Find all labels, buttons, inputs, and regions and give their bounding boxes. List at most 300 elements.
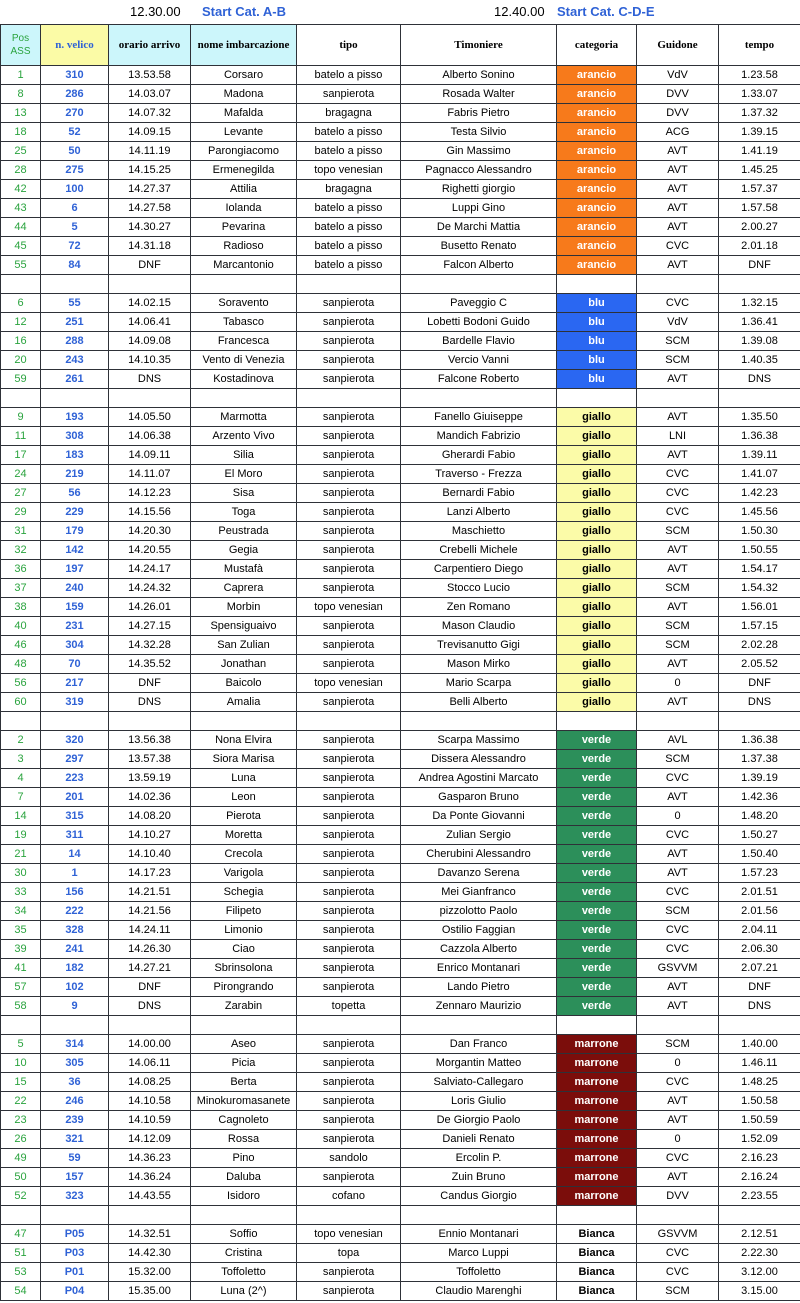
table-row <box>1 161 800 180</box>
cell-nome: Pirongrando <box>191 978 297 997</box>
cell-pos: 5 <box>1 1035 41 1054</box>
cell-tipo: sanpierota <box>297 1130 401 1149</box>
cell-guidone: CVC <box>637 883 719 902</box>
cell-tempo: 1.45.56 <box>719 503 800 522</box>
cell-velico: 251 <box>41 313 109 332</box>
cell-velico: 70 <box>41 655 109 674</box>
cell-timoniere: Vercio Vanni <box>401 351 557 370</box>
cell-timoniere: Carpentiero Diego <box>401 560 557 579</box>
table-row <box>1 560 800 579</box>
table-row <box>1 446 800 465</box>
separator-cell <box>109 275 191 294</box>
table-row <box>1 598 800 617</box>
start-time-c-d-e: 12.40.00 <box>494 4 545 19</box>
cell-categoria: Bianca <box>557 1282 637 1301</box>
separator-cell <box>41 1206 109 1225</box>
cell-guidone: CVC <box>637 826 719 845</box>
cell-velico: 229 <box>41 503 109 522</box>
cell-timoniere: Cherubini Alessandro <box>401 845 557 864</box>
cell-orario: 14.30.27 <box>109 218 191 237</box>
cell-guidone: CVC <box>637 484 719 503</box>
table-row <box>1 503 800 522</box>
cell-categoria: giallo <box>557 636 637 655</box>
col-header-tempo: tempo <box>719 25 800 66</box>
cell-tipo: sanpierota <box>297 370 401 389</box>
cell-guidone: SCM <box>637 750 719 769</box>
cell-pos: 53 <box>1 1263 41 1282</box>
separator-cell <box>557 1206 637 1225</box>
separator-cell <box>1 712 41 731</box>
cell-pos: 27 <box>1 484 41 503</box>
cell-timoniere: Candus Giorgio <box>401 1187 557 1206</box>
separator-cell <box>191 1206 297 1225</box>
cell-timoniere: Falcone Roberto <box>401 370 557 389</box>
cell-orario: 14.20.55 <box>109 541 191 560</box>
cell-tipo: sanpierota <box>297 826 401 845</box>
cell-velico: 179 <box>41 522 109 541</box>
cell-nome: Morbin <box>191 598 297 617</box>
table-row <box>1 66 800 85</box>
cell-velico: 314 <box>41 1035 109 1054</box>
cell-velico: 240 <box>41 579 109 598</box>
cell-pos: 9 <box>1 408 41 427</box>
table-row <box>1 1149 800 1168</box>
cell-guidone: AVT <box>637 541 719 560</box>
cell-orario: 14.07.32 <box>109 104 191 123</box>
col-header-guidone: Guidone <box>637 25 719 66</box>
cell-orario: 14.09.11 <box>109 446 191 465</box>
cell-tipo: batelo a pisso <box>297 237 401 256</box>
cell-orario: 14.10.35 <box>109 351 191 370</box>
cell-guidone: CVC <box>637 940 719 959</box>
separator-cell <box>637 1206 719 1225</box>
cell-velico: 321 <box>41 1130 109 1149</box>
table-row <box>1 693 800 712</box>
cell-categoria: giallo <box>557 560 637 579</box>
cell-nome: San Zulian <box>191 636 297 655</box>
cell-guidone: AVT <box>637 978 719 997</box>
cell-pos: 44 <box>1 218 41 237</box>
table-row <box>1 180 800 199</box>
table-row <box>1 484 800 503</box>
cell-guidone: DVV <box>637 104 719 123</box>
header-row <box>1 25 800 66</box>
cell-categoria: marrone <box>557 1073 637 1092</box>
cell-guidone: AVL <box>637 731 719 750</box>
cell-tempo: 1.33.07 <box>719 85 800 104</box>
cell-tempo: 1.57.37 <box>719 180 800 199</box>
table-row <box>1 370 800 389</box>
table-row <box>1 294 800 313</box>
cell-timoniere: Dan Franco <box>401 1035 557 1054</box>
separator-cell <box>401 1016 557 1035</box>
separator-cell <box>297 275 401 294</box>
col-header-pos-line1: Pos <box>11 33 30 44</box>
cell-timoniere: Danieli Renato <box>401 1130 557 1149</box>
cell-velico: 305 <box>41 1054 109 1073</box>
table-row <box>1 408 800 427</box>
table-row <box>1 807 800 826</box>
separator-cell <box>297 389 401 408</box>
cell-timoniere: Busetto Renato <box>401 237 557 256</box>
cell-tipo: sanpierota <box>297 655 401 674</box>
separator-cell <box>719 1016 800 1035</box>
cell-categoria: giallo <box>557 446 637 465</box>
cell-pos: 52 <box>1 1187 41 1206</box>
cell-orario: 14.36.23 <box>109 1149 191 1168</box>
cell-timoniere: Andrea Agostini Marcato <box>401 769 557 788</box>
table-row <box>1 199 800 218</box>
cell-guidone: VdV <box>637 313 719 332</box>
cell-pos: 29 <box>1 503 41 522</box>
cell-timoniere: Lobetti Bodoni Guido <box>401 313 557 332</box>
cell-velico: 241 <box>41 940 109 959</box>
cell-pos: 26 <box>1 1130 41 1149</box>
cell-tempo: 3.15.00 <box>719 1282 800 1301</box>
cell-tempo: 1.50.58 <box>719 1092 800 1111</box>
cell-timoniere: Claudio Marenghi <box>401 1282 557 1301</box>
cell-timoniere: Zuin Bruno <box>401 1168 557 1187</box>
cell-velico: 286 <box>41 85 109 104</box>
cell-pos: 23 <box>1 1111 41 1130</box>
cell-nome: Cagnoleto <box>191 1111 297 1130</box>
cell-pos: 57 <box>1 978 41 997</box>
cell-categoria: giallo <box>557 465 637 484</box>
separator-cell <box>401 712 557 731</box>
cell-tipo: sanpierota <box>297 484 401 503</box>
table-row <box>1 750 800 769</box>
table-row <box>1 104 800 123</box>
table-row <box>1 883 800 902</box>
group-separator-row <box>1 1206 800 1225</box>
cell-tempo: 1.56.01 <box>719 598 800 617</box>
cell-guidone: ACG <box>637 123 719 142</box>
cell-guidone: 0 <box>637 1054 719 1073</box>
cell-pos: 42 <box>1 180 41 199</box>
table-row <box>1 978 800 997</box>
cell-timoniere: Maschietto <box>401 522 557 541</box>
cell-timoniere: Loris Giulio <box>401 1092 557 1111</box>
cell-orario: 14.06.41 <box>109 313 191 332</box>
cell-orario: 14.15.56 <box>109 503 191 522</box>
group-separator-row <box>1 275 800 294</box>
cell-velico: 102 <box>41 978 109 997</box>
cell-nome: Ermenegilda <box>191 161 297 180</box>
cell-categoria: arancio <box>557 180 637 199</box>
cell-velico: 55 <box>41 294 109 313</box>
cell-nome: Francesca <box>191 332 297 351</box>
cell-tipo: sanpierota <box>297 465 401 484</box>
cell-pos: 59 <box>1 370 41 389</box>
table-row <box>1 332 800 351</box>
cell-pos: 7 <box>1 788 41 807</box>
cell-tipo: sanpierota <box>297 902 401 921</box>
cell-tempo: 1.39.19 <box>719 769 800 788</box>
cell-tempo: 1.41.19 <box>719 142 800 161</box>
cell-orario: 14.11.07 <box>109 465 191 484</box>
cell-guidone: AVT <box>637 598 719 617</box>
cell-timoniere: Mason Mirko <box>401 655 557 674</box>
cell-velico: 59 <box>41 1149 109 1168</box>
table-row <box>1 902 800 921</box>
start-label-a-b: Start Cat. A-B <box>202 4 287 19</box>
cell-velico: 193 <box>41 408 109 427</box>
cell-nome: Soffio <box>191 1225 297 1244</box>
table-row <box>1 655 800 674</box>
cell-pos: 45 <box>1 237 41 256</box>
separator-cell <box>1 1016 41 1035</box>
table-row <box>1 142 800 161</box>
cell-pos: 14 <box>1 807 41 826</box>
cell-nome: Baicolo <box>191 674 297 693</box>
separator-cell <box>401 275 557 294</box>
cell-orario: 14.26.01 <box>109 598 191 617</box>
cell-velico: 243 <box>41 351 109 370</box>
cell-categoria: verde <box>557 731 637 750</box>
cell-timoniere: Ercolin P. <box>401 1149 557 1168</box>
cell-tempo: 1.37.32 <box>719 104 800 123</box>
cell-orario: 14.36.24 <box>109 1168 191 1187</box>
cell-categoria: marrone <box>557 1035 637 1054</box>
cell-tempo: 1.23.58 <box>719 66 800 85</box>
table-row <box>1 522 800 541</box>
cell-nome: Silia <box>191 446 297 465</box>
cell-pos: 1 <box>1 66 41 85</box>
cell-velico: 14 <box>41 845 109 864</box>
cell-velico: 308 <box>41 427 109 446</box>
cell-orario: 14.06.38 <box>109 427 191 446</box>
cell-tipo: sanpierota <box>297 1092 401 1111</box>
separator-cell <box>41 389 109 408</box>
separator-cell <box>297 712 401 731</box>
cell-tempo: DNF <box>719 256 800 275</box>
cell-nome: Jonathan <box>191 655 297 674</box>
cell-pos: 16 <box>1 332 41 351</box>
cell-tempo: 2.02.28 <box>719 636 800 655</box>
cell-tipo: batelo a pisso <box>297 123 401 142</box>
cell-guidone: AVT <box>637 446 719 465</box>
cell-nome: Pierota <box>191 807 297 826</box>
cell-velico: 231 <box>41 617 109 636</box>
cell-pos: 11 <box>1 427 41 446</box>
cell-tempo: DNF <box>719 674 800 693</box>
cell-velico: 156 <box>41 883 109 902</box>
cell-guidone: AVT <box>637 142 719 161</box>
cell-timoniere: Salviato-Callegaro <box>401 1073 557 1092</box>
table-row <box>1 1054 800 1073</box>
cell-guidone: AVT <box>637 370 719 389</box>
separator-cell <box>637 1016 719 1035</box>
cell-timoniere: Traverso - Frezza <box>401 465 557 484</box>
cell-categoria: blu <box>557 294 637 313</box>
table-row <box>1 788 800 807</box>
cell-nome: Aseo <box>191 1035 297 1054</box>
cell-tempo: 1.52.09 <box>719 1130 800 1149</box>
cell-timoniere: Cazzola Alberto <box>401 940 557 959</box>
cell-guidone: CVC <box>637 1244 719 1263</box>
cell-categoria: blu <box>557 370 637 389</box>
table-row <box>1 636 800 655</box>
cell-nome: Filipeto <box>191 902 297 921</box>
cell-velico: 310 <box>41 66 109 85</box>
cell-categoria: marrone <box>557 1187 637 1206</box>
cell-categoria: arancio <box>557 237 637 256</box>
cell-categoria: verde <box>557 769 637 788</box>
cell-timoniere: Zen Romano <box>401 598 557 617</box>
cell-pos: 18 <box>1 123 41 142</box>
cell-guidone: AVT <box>637 218 719 237</box>
cell-tempo: 2.22.30 <box>719 1244 800 1263</box>
cell-pos: 41 <box>1 959 41 978</box>
cell-guidone: GSVVM <box>637 1225 719 1244</box>
cell-nome: Limonio <box>191 921 297 940</box>
cell-guidone: AVT <box>637 655 719 674</box>
col-header-categoria: categoria <box>557 25 637 66</box>
cell-tempo: 1.50.59 <box>719 1111 800 1130</box>
table-row <box>1 1263 800 1282</box>
cell-orario: 14.08.20 <box>109 807 191 826</box>
cell-orario: 14.02.36 <box>109 788 191 807</box>
results-table <box>0 24 800 1301</box>
cell-categoria: giallo <box>557 484 637 503</box>
cell-guidone: DVV <box>637 85 719 104</box>
cell-orario: 14.10.27 <box>109 826 191 845</box>
cell-tempo: 1.35.50 <box>719 408 800 427</box>
cell-nome: Corsaro <box>191 66 297 85</box>
cell-timoniere: Gasparon Bruno <box>401 788 557 807</box>
cell-tipo: sanpierota <box>297 427 401 446</box>
cell-timoniere: Toffoletto <box>401 1263 557 1282</box>
cell-categoria: blu <box>557 313 637 332</box>
cell-guidone: AVT <box>637 560 719 579</box>
cell-nome: Pino <box>191 1149 297 1168</box>
cell-tipo: sanpierota <box>297 769 401 788</box>
cell-pos: 37 <box>1 579 41 598</box>
cell-orario: 14.03.07 <box>109 85 191 104</box>
cell-guidone: SCM <box>637 332 719 351</box>
cell-categoria: giallo <box>557 674 637 693</box>
cell-orario: 14.09.08 <box>109 332 191 351</box>
cell-tempo: 1.57.15 <box>719 617 800 636</box>
cell-tipo: sanpierota <box>297 807 401 826</box>
cell-categoria: marrone <box>557 1149 637 1168</box>
cell-tipo: sanpierota <box>297 883 401 902</box>
cell-orario: 14.27.21 <box>109 959 191 978</box>
separator-cell <box>401 389 557 408</box>
cell-tempo: 2.06.30 <box>719 940 800 959</box>
cell-categoria: blu <box>557 351 637 370</box>
cell-velico: 182 <box>41 959 109 978</box>
cell-tempo: 3.12.00 <box>719 1263 800 1282</box>
cell-orario: 14.12.23 <box>109 484 191 503</box>
cell-categoria: verde <box>557 921 637 940</box>
cell-categoria: giallo <box>557 427 637 446</box>
cell-timoniere: Mei Gianfranco <box>401 883 557 902</box>
cell-velico: 217 <box>41 674 109 693</box>
cell-categoria: verde <box>557 997 637 1016</box>
cell-tipo: sanpierota <box>297 446 401 465</box>
cell-orario: 14.20.30 <box>109 522 191 541</box>
cell-velico: 275 <box>41 161 109 180</box>
table-row <box>1 256 800 275</box>
cell-timoniere: Fabris Pietro <box>401 104 557 123</box>
cell-guidone: CVC <box>637 1263 719 1282</box>
cell-categoria: arancio <box>557 123 637 142</box>
separator-cell <box>557 275 637 294</box>
cell-orario: 14.42.30 <box>109 1244 191 1263</box>
cell-orario: 13.59.19 <box>109 769 191 788</box>
cell-timoniere: Luppi Gino <box>401 199 557 218</box>
cell-guidone: SCM <box>637 1035 719 1054</box>
cell-tempo: 1.39.15 <box>719 123 800 142</box>
cell-timoniere: Ostilio Faggian <box>401 921 557 940</box>
cell-tempo: 1.36.41 <box>719 313 800 332</box>
cell-tipo: bragagna <box>297 104 401 123</box>
separator-cell <box>637 389 719 408</box>
table-row <box>1 1092 800 1111</box>
cell-orario: 13.57.38 <box>109 750 191 769</box>
cell-orario: 14.27.58 <box>109 199 191 218</box>
cell-orario: 14.26.30 <box>109 940 191 959</box>
cell-orario: 14.35.52 <box>109 655 191 674</box>
cell-guidone: 0 <box>637 1130 719 1149</box>
table-row <box>1 959 800 978</box>
separator-cell <box>719 389 800 408</box>
cell-tipo: sanpierota <box>297 1282 401 1301</box>
cell-categoria: giallo <box>557 503 637 522</box>
cell-tipo: sanpierota <box>297 522 401 541</box>
cell-tempo: 2.04.11 <box>719 921 800 940</box>
cell-tipo: sanpierota <box>297 636 401 655</box>
cell-guidone: CVC <box>637 294 719 313</box>
cell-orario: 14.17.23 <box>109 864 191 883</box>
cell-categoria: giallo <box>557 522 637 541</box>
cell-pos: 4 <box>1 769 41 788</box>
cell-nome: Moretta <box>191 826 297 845</box>
cell-tempo: 2.23.55 <box>719 1187 800 1206</box>
cell-velico: 142 <box>41 541 109 560</box>
cell-tempo: 1.42.23 <box>719 484 800 503</box>
cell-categoria: verde <box>557 959 637 978</box>
cell-nome: Sisa <box>191 484 297 503</box>
cell-timoniere: Gin Massimo <box>401 142 557 161</box>
table-row <box>1 997 800 1016</box>
separator-cell <box>191 1016 297 1035</box>
cell-pos: 39 <box>1 940 41 959</box>
cell-pos: 28 <box>1 161 41 180</box>
cell-nome: Toga <box>191 503 297 522</box>
cell-nome: Mafalda <box>191 104 297 123</box>
cell-tempo: 1.36.38 <box>719 427 800 446</box>
cell-nome: Gegia <box>191 541 297 560</box>
cell-velico: 52 <box>41 123 109 142</box>
cell-tempo: DNS <box>719 370 800 389</box>
cell-pos: 3 <box>1 750 41 769</box>
cell-categoria: giallo <box>557 408 637 427</box>
cell-orario: 14.15.25 <box>109 161 191 180</box>
col-header-orario: orario arrivo <box>109 25 191 66</box>
cell-velico: 246 <box>41 1092 109 1111</box>
cell-tipo: bragagna <box>297 180 401 199</box>
cell-orario: 15.35.00 <box>109 1282 191 1301</box>
table-row <box>1 123 800 142</box>
separator-cell <box>297 1206 401 1225</box>
cell-nome: Crecola <box>191 845 297 864</box>
cell-categoria: verde <box>557 940 637 959</box>
separator-cell <box>1 389 41 408</box>
cell-nome: Rossa <box>191 1130 297 1149</box>
cell-pos: 54 <box>1 1282 41 1301</box>
